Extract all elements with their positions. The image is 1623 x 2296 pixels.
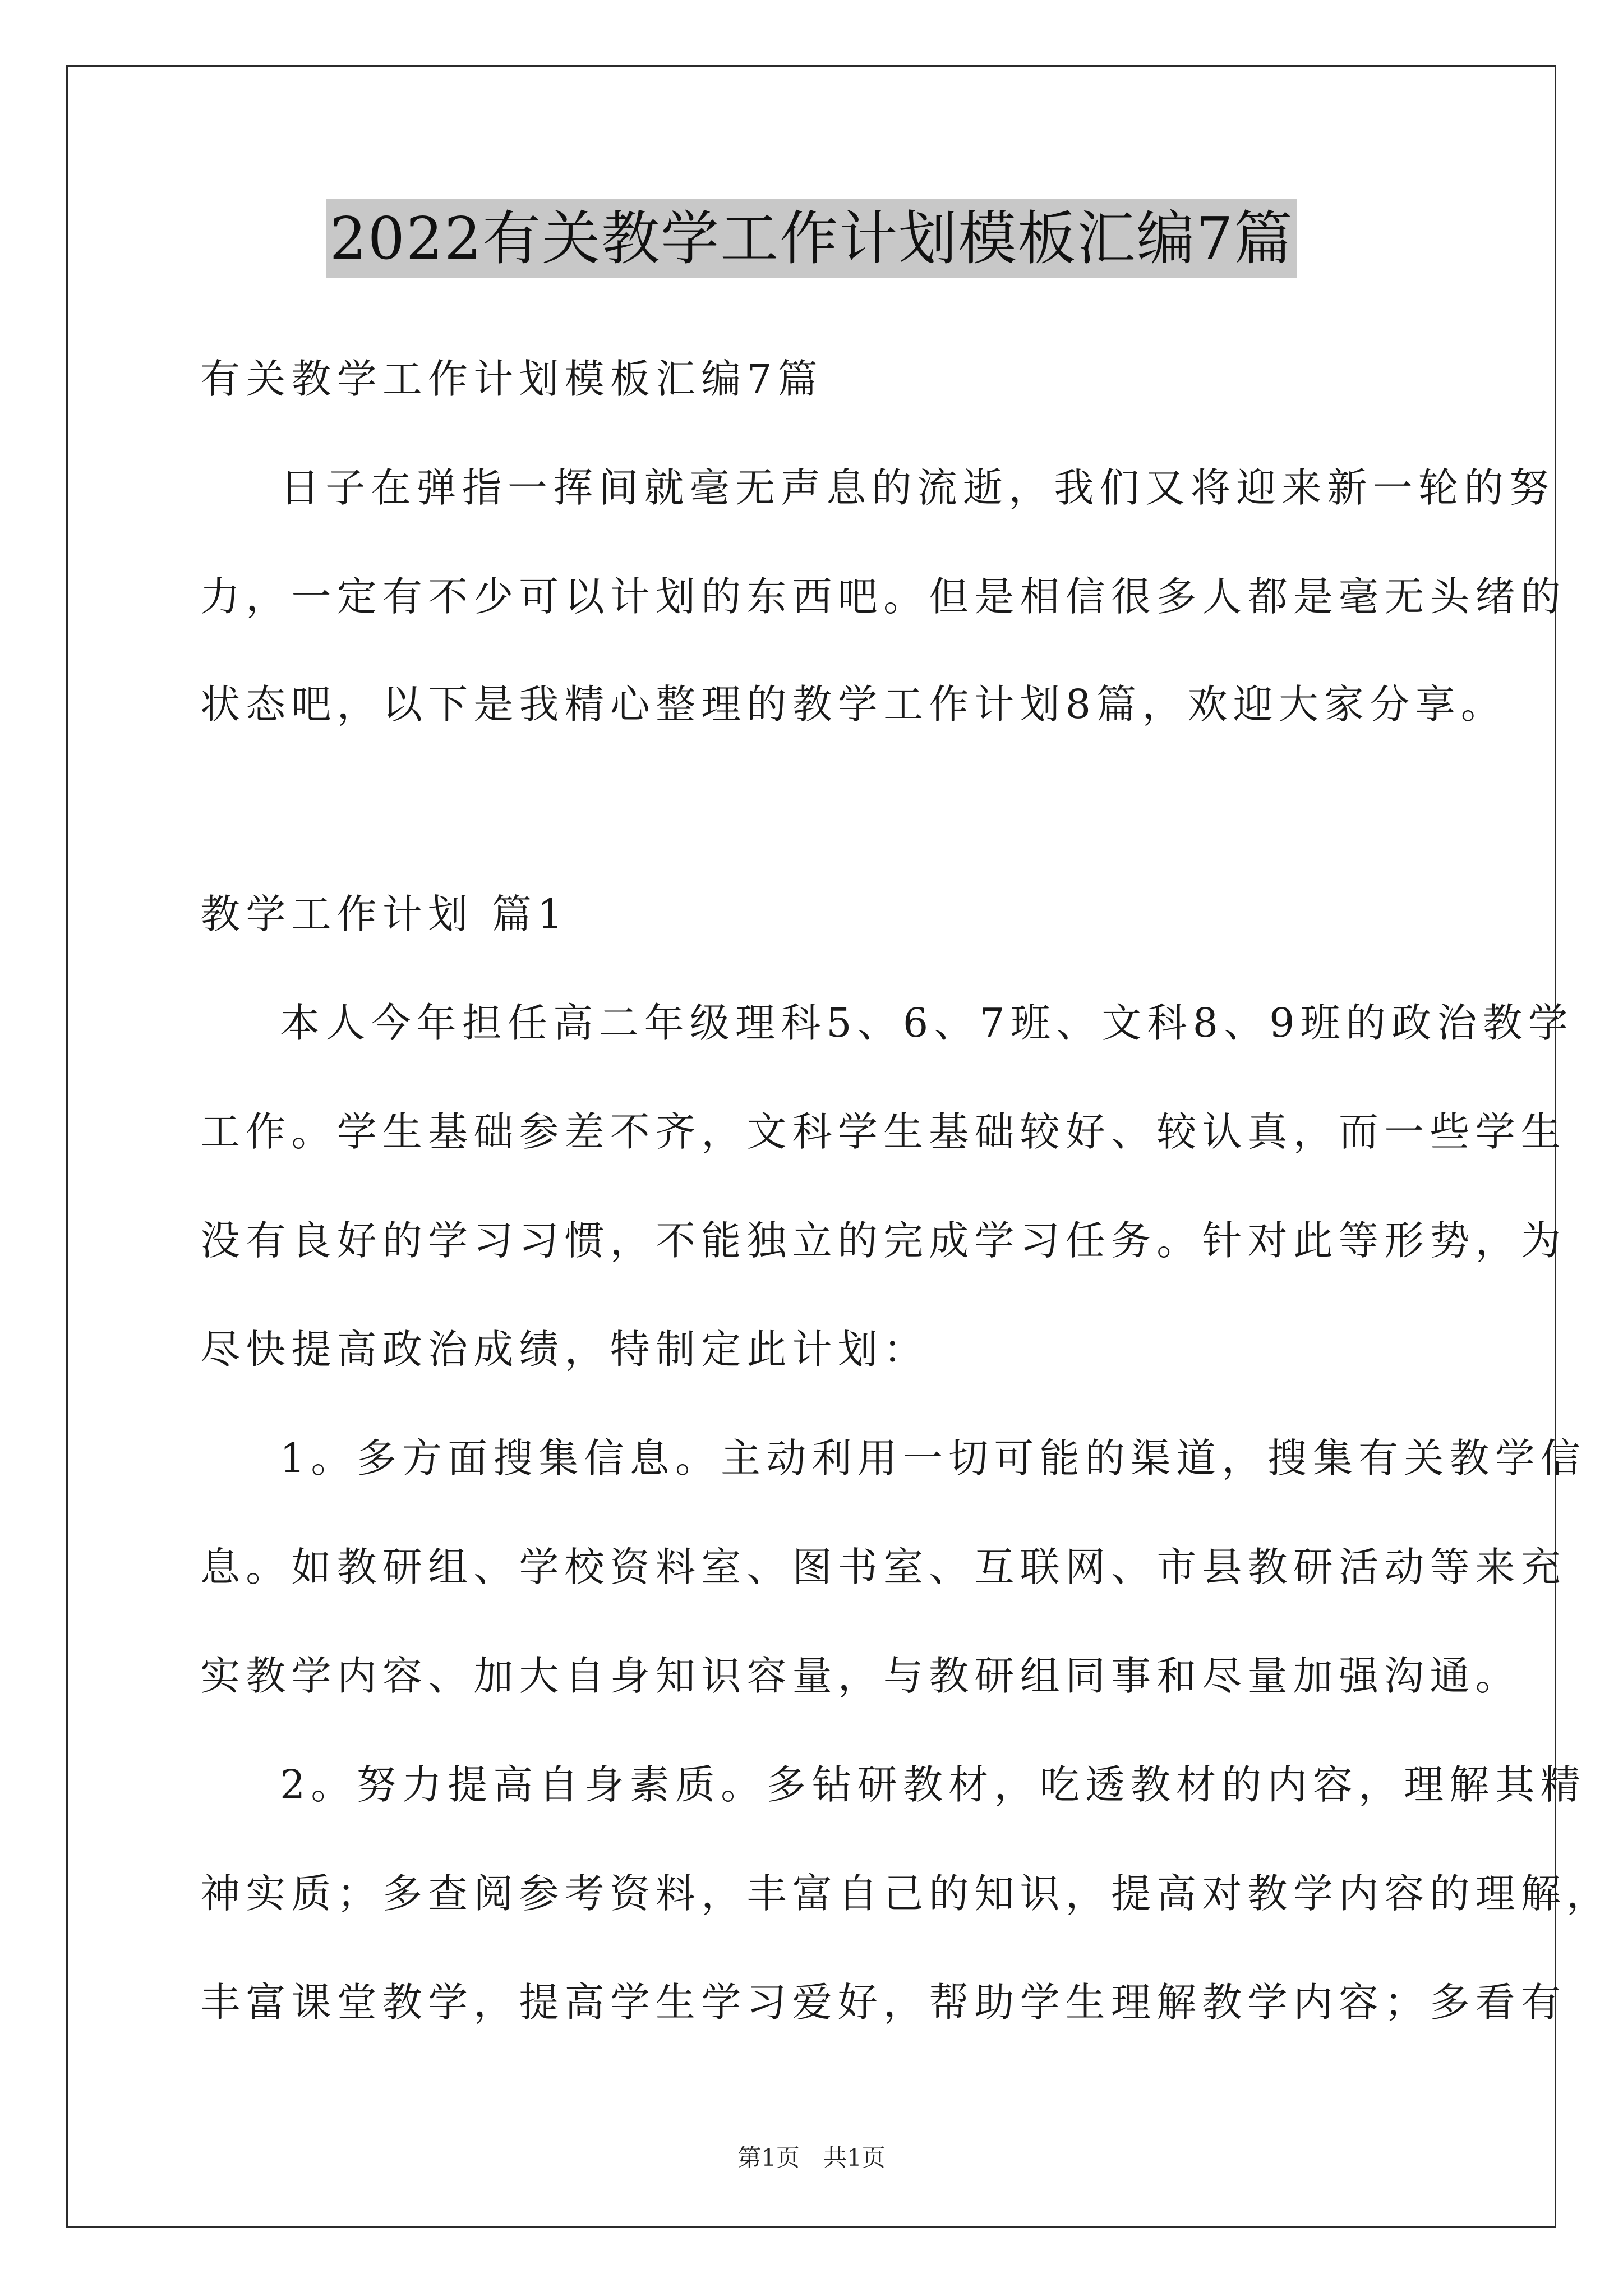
subtitle-line: 有关教学工作计划模板汇编7篇 bbox=[200, 356, 823, 402]
paragraph-line: 状态吧，以下是我精心整理的教学工作计划8篇，欢迎大家分享。 bbox=[200, 681, 1506, 728]
paragraph-line: 本人今年担任高二年级理科5、6、7班、文科8、9班的政治教学 bbox=[280, 1000, 1574, 1046]
section-heading: 教学工作计划 篇1 bbox=[200, 891, 569, 937]
paragraph-line: 丰富课堂教学，提高学生学习爱好，帮助学生理解教学内容；多看有 bbox=[200, 1979, 1567, 2026]
paragraph-line: 力，一定有不少可以计划的东西吧。但是相信很多人都是毫无头绪的 bbox=[200, 573, 1567, 620]
paragraph-line: 日子在弹指一挥间就毫无声息的流逝，我们又将迎来新一轮的努 bbox=[280, 464, 1555, 511]
paragraph-line: 2。努力提高自身素质。多钻研教材，吃透教材的内容，理解其精 bbox=[280, 1761, 1586, 1808]
document-title: 2022有关教学工作计划模板汇编7篇 bbox=[326, 199, 1297, 278]
page-footer: 第1页 共1页 bbox=[737, 2144, 886, 2171]
paragraph-line: 1。多方面搜集信息。主动利用一切可能的渠道，搜集有关教学信 bbox=[280, 1435, 1586, 1481]
paragraph-line: 实教学内容、加大自身知识容量，与教研组同事和尽量加强沟通。 bbox=[200, 1653, 1521, 1699]
title-container bbox=[0, 199, 1623, 278]
paragraph-line: 息。如教研组、学校资料室、图书室、互联网、市县教研活动等来充 bbox=[200, 1544, 1567, 1590]
paragraph-line: 工作。学生基础参差不齐，文科学生基础较好、较认真，而一些学生 bbox=[200, 1108, 1567, 1155]
paragraph-line: 尽快提高政治成绩，特制定此计划： bbox=[200, 1326, 929, 1373]
paragraph-line: 神实质；多查阅参考资料，丰富自己的知识，提高对教学内容的理解， bbox=[200, 1870, 1612, 1917]
paragraph-line: 没有良好的学习习惯，不能独立的完成学习任务。针对此等形势，为 bbox=[200, 1217, 1567, 1264]
